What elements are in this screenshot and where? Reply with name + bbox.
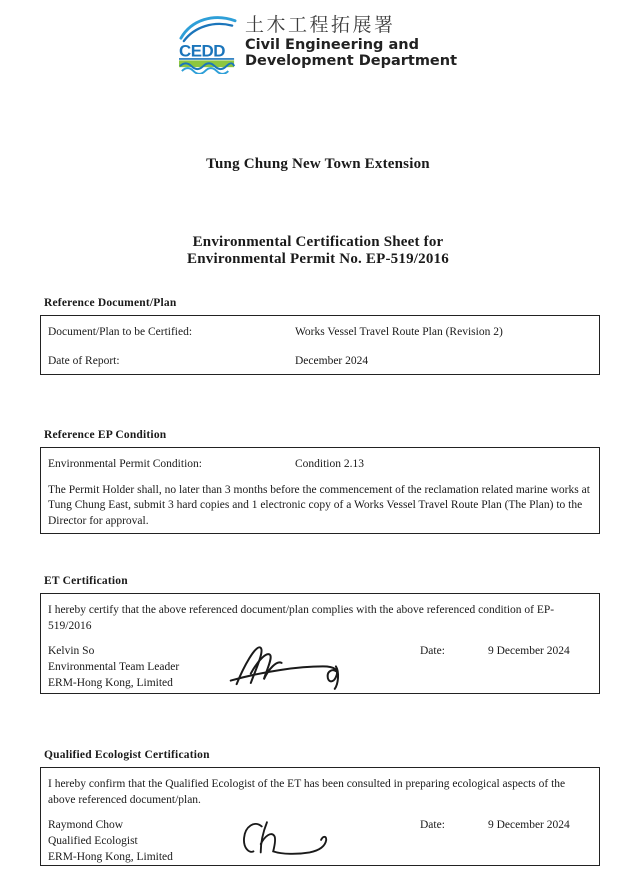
reference-ep-condition-heading: Reference EP Condition: [44, 429, 167, 441]
document-to-certify-label: Document/Plan to be Certified:: [48, 326, 193, 338]
section-et-certification: [40, 575, 600, 694]
qe-date-label: Date:: [420, 819, 445, 831]
sheet-title: [0, 234, 636, 268]
et-signature-image: [226, 634, 356, 700]
et-certification-box: [40, 593, 600, 694]
et-signer-title: Environmental Team Leader: [48, 660, 180, 673]
cedd-logo: [179, 12, 457, 74]
qe-signer-title: Qualified Ecologist: [48, 834, 138, 847]
et-date-value: 9 December 2024: [488, 645, 570, 657]
cedd-name-english-line2: Development Department: [244, 53, 458, 69]
cedd-name-english-line1: Civil Engineering and: [244, 37, 419, 53]
et-signature-block: [48, 644, 591, 696]
cedd-logo-icon: [179, 12, 237, 74]
table-row: [48, 354, 591, 370]
date-of-report-label: Date of Report:: [48, 354, 120, 367]
ep-condition-label: Environmental Permit Condition:: [48, 458, 202, 470]
table-row: [48, 457, 591, 473]
ep-condition-value: Condition 2.13: [295, 458, 365, 470]
qualified-ecologist-statement: I hereby confirm that the Qualified Ecologist of the ET has been consulted in preparing ecological aspects of the above referenced document/plan.: [48, 778, 566, 806]
qe-signature-image: [234, 816, 354, 868]
document-to-certify-value: Works Vessel Travel Route Plan (Revision 2): [295, 326, 503, 338]
reference-document-heading: Reference Document/Plan: [44, 297, 177, 309]
qe-signer-company: ERM-Hong Kong, Limited: [48, 850, 173, 863]
et-certification-heading: ET Certification: [44, 575, 128, 587]
qe-signature-block: [48, 818, 591, 870]
sheet-title-line1: Environmental Certification Sheet for: [192, 234, 444, 250]
reference-ep-condition-box: [40, 447, 600, 534]
reference-document-box: [40, 315, 600, 375]
qualified-ecologist-heading: Qualified Ecologist Certification: [44, 749, 210, 761]
et-signer-company: ERM-Hong Kong, Limited: [48, 676, 173, 689]
date-of-report-value: December 2024: [295, 354, 369, 367]
et-certification-statement: I hereby certify that the above referenced document/plan complies with the above referenced condition of EP-519/2016: [48, 604, 555, 632]
section-reference-ep-condition: [40, 429, 600, 534]
cedd-name-chinese: 土木工程拓展署: [244, 14, 396, 36]
cedd-logo-text: [245, 12, 457, 69]
qe-date-value: 9 December 2024: [488, 819, 570, 831]
sheet-title-line2: Environmental Permit No. EP-519/2016: [187, 251, 449, 267]
et-date-label: Date:: [420, 645, 445, 657]
table-row: [48, 325, 591, 341]
qualified-ecologist-box: [40, 767, 600, 866]
et-signer-name: Kelvin So: [48, 645, 95, 657]
section-qualified-ecologist-certification: [40, 749, 600, 866]
section-reference-document: [40, 297, 600, 375]
svg-text:CEDD: CEDD: [178, 41, 225, 61]
ep-condition-text: The Permit Holder shall, no later than 3 months before the commencement of the reclamation related marine works at Tung Chung East, submit 3 hard copies and 1 electronic copy of a Works Vessel Travel Route Plan (The Plan) to the Director for approval.: [48, 483, 590, 527]
project-title: Tung Chung New Town Extension: [206, 156, 430, 172]
qe-signer-name: Raymond Chow: [48, 819, 124, 831]
